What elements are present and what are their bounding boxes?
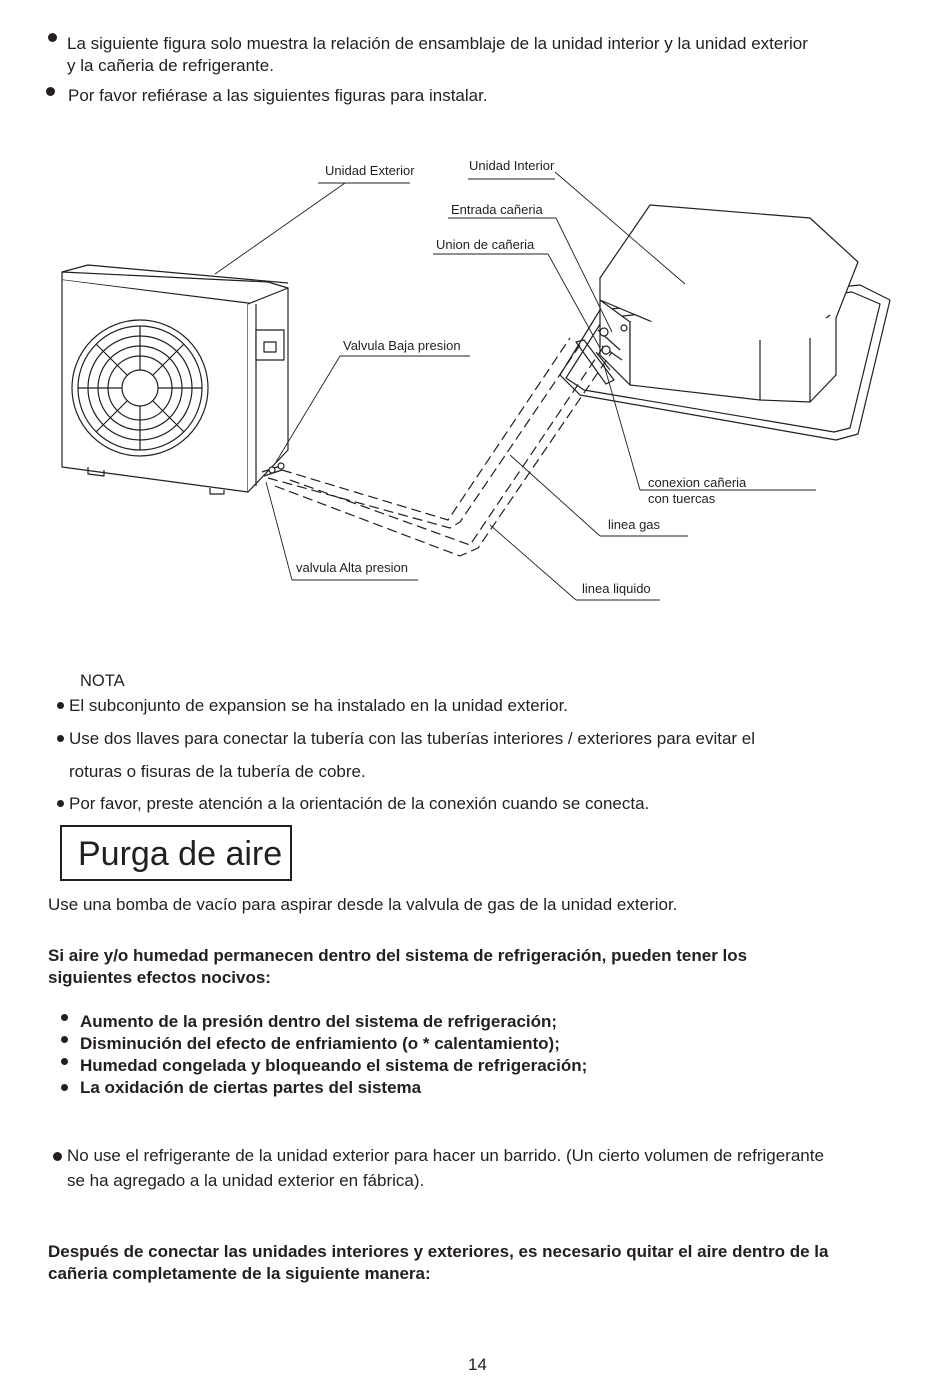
label-union-caneria: Union de cañeria — [436, 237, 535, 252]
effect-item: La oxidación de ciertas partes del sistema — [80, 1078, 422, 1097]
bullet-icon — [61, 1014, 68, 1021]
label-valvula-alta: valvula Alta presion — [296, 560, 409, 575]
bullet-icon — [61, 1058, 68, 1065]
label-linea-gas: linea gas — [608, 517, 661, 532]
intro-bullet-2: Por favor refiérase a las siguientes figuras para instalar. — [68, 86, 488, 105]
no-use-line-1: No use el refrigerante de la unidad exterior para hacer un barrido. (Un cierto volumen de refrigerante — [67, 1146, 824, 1165]
after-line-2: cañeria completamente de la siguiente manera: — [48, 1264, 431, 1283]
nota-item-2-line-1: Use dos llaves para conectar la tubería con las tuberías interiores / exteriores para evitar el — [69, 729, 756, 748]
nota-item-2-line-2: roturas o fisuras de la tubería de cobre. — [69, 762, 366, 781]
bullet-icon — [57, 735, 64, 742]
nota-item-1: El subconjunto de expansion se ha instalado en la unidad exterior. — [69, 696, 569, 715]
effect-item: Aumento de la presión dentro del sistema de refrigeración; — [80, 1012, 558, 1031]
warning-line-1: Si aire y/o humedad permanecen dentro del sistema de refrigeración, pueden tener los — [48, 946, 748, 965]
nota-item-3: Por favor, preste atención a la orientación de la conexión cuando se conecta. — [69, 794, 650, 813]
section-title-box — [60, 825, 292, 881]
outdoor-unit-drawing — [62, 265, 288, 494]
effect-item: Disminución del efecto de enfriamiento (o * calentamiento); — [80, 1034, 560, 1053]
installation-diagram — [0, 0, 950, 640]
bullet-icon — [61, 1036, 68, 1043]
no-use-line-2: se ha agregado a la unidad exterior en fábrica). — [67, 1171, 425, 1190]
bullet-icon — [53, 1152, 62, 1161]
intro-bullet-1-line-2: y la cañeria de refrigerante. — [67, 56, 274, 75]
effect-item: Humedad congelada y bloqueando el sistema de refrigeración; — [80, 1056, 588, 1075]
label-linea-liquido: linea liquido — [582, 581, 651, 596]
section-intro: Use una bomba de vacío para aspirar desde la valvula de gas de la unidad exterior. — [48, 895, 678, 914]
label-entrada-caneria: Entrada cañeria — [451, 202, 543, 217]
label-unidad-exterior: Unidad Exterior — [325, 163, 415, 178]
page-number: 14 — [468, 1355, 487, 1374]
after-line-1: Después de conectar las unidades interiores y exteriores, es necesario quitar el aire dentro de la — [48, 1242, 829, 1261]
label-conexion-line-1: conexion cañeria — [648, 475, 747, 490]
bullet-icon — [61, 1084, 68, 1091]
indoor-unit-drawing — [560, 205, 890, 440]
label-valvula-baja: Valvula Baja presion — [343, 338, 461, 353]
section-title: Purga de aire — [78, 835, 283, 873]
bullet-icon — [57, 702, 64, 709]
intro-bullet-1-line-1: La siguiente figura solo muestra la relación de ensamblaje de la unidad interior y la unidad exterior — [67, 34, 808, 53]
label-conexion-line-2: con tuercas — [648, 491, 716, 506]
refrigerant-piping — [268, 338, 612, 556]
label-unidad-interior: Unidad Interior — [469, 158, 555, 173]
warning-line-2: siguientes efectos nocivos: — [48, 968, 271, 987]
nota-heading: NOTA — [80, 672, 125, 690]
bullet-icon — [57, 800, 64, 807]
